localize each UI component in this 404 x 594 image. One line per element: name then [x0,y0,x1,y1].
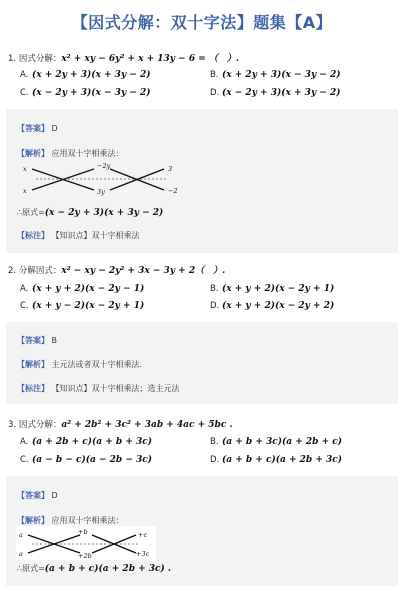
diagram-term: 3 [168,165,173,173]
diagram-term: +c [138,531,148,539]
question-number: 1. [8,54,17,64]
option-d: D. (x − 2y + 3)(x + 3y − 2) [210,88,341,98]
diagram-term: x [23,165,27,173]
option-b: B. (a + b + 3c)(a + 2b + c) [210,437,342,447]
note-line: 【标注】 【知识点】双十字相乘法；选主元法 [17,384,180,393]
diagram-term: x [23,187,27,195]
question-3-stem [8,419,233,431]
question-prompt: 因式分解： [18,54,62,64]
analysis-line: 【解析】 应用双十字相乘法： [17,516,124,525]
result-line: ∴原式=(a + b + c)(a + 2b + 3c) . [17,564,172,574]
answer-panel-3 [6,476,398,586]
diagram-term: +b [78,528,88,536]
page-title: 【因式分解：双十字法】题集【A】 [71,13,333,32]
option-a: A. (x + y + 2)(x − 2y − 1) [20,284,145,294]
answer-panel-1 [6,109,398,253]
option-c: C. (x − 2y + 3)(x − 3y − 2) [20,88,151,98]
analysis-line: 【解析】 应用双十字相乘法： [17,149,124,158]
cross-multiplication-diagram [16,526,156,560]
diagram-term: 3y [97,188,105,196]
question-prompt: 因式分解： [18,420,62,430]
analysis-line: 【解析】 主元法或者双十字相乘法． [17,360,148,369]
option-d: D. (a + b + c)(a + 2b + 3c) [210,455,342,465]
answer-line: 【答案】 B [17,336,58,345]
diagram-term: −2y [97,162,111,170]
option-a: A. (x + 2y + 3)(x + 3y − 2) [20,70,151,80]
answer-line: 【答案】 D [17,491,58,500]
question-expression: x² + xy − 6y² + x + 13y − 6 = （ ）. [61,54,240,64]
option-b: B. (x + y + 2)(x − 2y + 1) [210,284,335,294]
question-expression: x² − xy − 2y² + 3x − 3y + 2（ ）. [61,266,226,276]
diagram-term: a [19,550,23,558]
question-number: 3. [8,420,17,430]
cross-multiplication-diagram [18,161,188,197]
question-number: 2. [8,266,17,276]
question-2-stem [8,265,225,277]
option-c: C. (x + y − 2)(x − 2y + 1) [20,301,145,311]
diagram-term: −2 [168,187,178,195]
answer-panel-2 [6,322,398,404]
diagram-term: a [19,531,23,539]
result-line: ∴原式=(x − 2y + 3)(x + 3y − 2) [17,208,164,218]
diagram-term: +2b [78,552,92,560]
option-b: B. (x + 2y + 3)(x − 3y − 2) [210,70,341,80]
question-1-stem [8,53,239,65]
option-d: D. (x + y + 2)(x − 2y + 2) [210,301,335,311]
diagram-term: +3c [136,550,150,558]
question-expression: a² + 2b² + 3c² + 3ab + 4ac + 5bc . [61,420,233,430]
note-line: 【标注】 【知识点】双十字相乘法 [17,231,140,240]
question-prompt: 分解因式： [18,266,62,276]
answer-line: 【答案】 D [17,124,58,133]
option-a: A. (a + 2b + c)(a + b + 3c) [20,437,152,447]
option-c: C. (a − b − c)(a − 2b − 3c) [20,455,152,465]
